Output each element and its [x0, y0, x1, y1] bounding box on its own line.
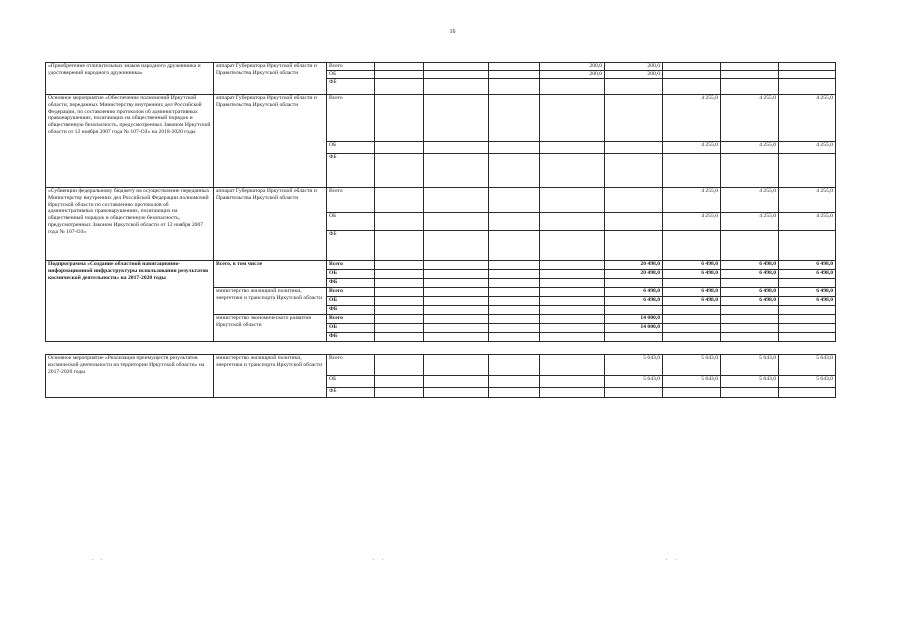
value-cell [540, 376, 605, 388]
empty-cell [489, 279, 540, 288]
funding-source-cell: Всего [327, 355, 375, 376]
value-cell: 20 498,0 [605, 270, 663, 279]
value-cell: 6 498,0 [721, 261, 779, 270]
value-cell [663, 154, 721, 188]
value-cell [663, 63, 721, 71]
spacer-cell [46, 342, 836, 355]
funding-source-cell: ФБ [327, 279, 375, 288]
value-cell: 6 498,0 [663, 297, 721, 306]
value-cell [663, 315, 721, 324]
value-cell [663, 231, 721, 261]
empty-cell [489, 79, 540, 95]
empty-cell [424, 333, 489, 342]
funding-source-cell: Всего [327, 288, 375, 297]
executor-cell: аппарат Губернатора Иркутской области и Правительства Иркутской области [214, 95, 327, 188]
value-cell: 6 498,0 [721, 270, 779, 279]
value-cell [721, 63, 779, 71]
value-cell: 5 643,0 [779, 376, 836, 388]
value-cell [663, 79, 721, 95]
value-cell [779, 306, 836, 315]
value-cell [779, 154, 836, 188]
value-cell: 6 498,0 [605, 288, 663, 297]
value-cell [605, 213, 663, 231]
value-cell [540, 270, 605, 279]
empty-cell [424, 306, 489, 315]
value-cell [540, 188, 605, 213]
value-cell [540, 95, 605, 142]
value-cell: 6 498,0 [721, 297, 779, 306]
empty-cell [375, 355, 424, 376]
table-row [46, 188, 836, 213]
empty-cell [489, 355, 540, 376]
empty-cell [424, 261, 489, 270]
value-cell [540, 261, 605, 270]
empty-cell [489, 95, 540, 142]
funding-source-cell: Всего [327, 95, 375, 142]
table-row [46, 261, 836, 270]
measure-name-cell: «Приобретение отличительных знаков народного дружинника и удостоверений народного дружинника» [46, 63, 214, 95]
empty-cell [489, 63, 540, 71]
value-cell [721, 154, 779, 188]
empty-cell [489, 213, 540, 231]
value-cell [721, 231, 779, 261]
value-cell [605, 306, 663, 315]
value-cell [663, 279, 721, 288]
value-cell: 4 255,0 [721, 142, 779, 154]
value-cell: 6 498,0 [663, 261, 721, 270]
empty-cell [489, 288, 540, 297]
value-cell [540, 315, 605, 324]
value-cell [779, 79, 836, 95]
empty-cell [489, 306, 540, 315]
empty-cell [375, 154, 424, 188]
value-cell [779, 315, 836, 324]
value-cell [779, 388, 836, 398]
value-cell [779, 231, 836, 261]
value-cell: 14 000,0 [605, 324, 663, 333]
scan-marks: . . [373, 556, 387, 562]
value-cell [605, 388, 663, 398]
value-cell [663, 71, 721, 79]
value-cell: 6 498,0 [605, 297, 663, 306]
value-cell [663, 388, 721, 398]
value-cell [540, 231, 605, 261]
empty-cell [375, 261, 424, 270]
measure-name-cell: Основное мероприятие «Обеспечение полномочий Иркутской области, переданных Министерству внутренних дел Российской Федерации, по составлению протоколов об административных правонарушениях, посягающих на общественный порядок и общественную безопасность, предусмотренных Законом Иркутской области от 12 ноября 2007 года № 107-ОЗ» на 2018-2020 годы [46, 95, 214, 188]
empty-cell [489, 231, 540, 261]
funding-source-cell: ОБ [327, 213, 375, 231]
value-cell [721, 333, 779, 342]
value-cell: 20 498,0 [605, 261, 663, 270]
empty-cell [375, 231, 424, 261]
funding-source-cell: ОБ [327, 324, 375, 333]
empty-cell [375, 142, 424, 154]
empty-cell [424, 142, 489, 154]
empty-cell [375, 315, 424, 324]
funding-source-cell: ФБ [327, 306, 375, 315]
value-cell [663, 324, 721, 333]
executor-cell: министерство экономического развития Иркутской области [214, 315, 327, 342]
empty-cell [489, 333, 540, 342]
empty-cell [375, 270, 424, 279]
funding-source-cell: Всего [327, 315, 375, 324]
value-cell [721, 306, 779, 315]
value-cell: 4 255,0 [779, 213, 836, 231]
empty-cell [375, 79, 424, 95]
value-cell [540, 279, 605, 288]
funding-source-cell: ОБ [327, 71, 375, 79]
empty-cell [375, 213, 424, 231]
empty-cell [424, 388, 489, 398]
empty-cell [375, 306, 424, 315]
value-cell: 5 643,0 [721, 355, 779, 376]
value-cell: 4 255,0 [663, 95, 721, 142]
funding-source-cell: ОБ [327, 142, 375, 154]
empty-cell [489, 142, 540, 154]
value-cell [605, 79, 663, 95]
value-cell [540, 79, 605, 95]
empty-cell [489, 388, 540, 398]
value-cell [540, 288, 605, 297]
value-cell [540, 324, 605, 333]
empty-cell [424, 154, 489, 188]
empty-cell [489, 315, 540, 324]
value-cell [605, 188, 663, 213]
empty-cell [375, 388, 424, 398]
value-cell [605, 142, 663, 154]
value-cell [540, 297, 605, 306]
empty-cell [489, 71, 540, 79]
value-cell: 200,0 [540, 63, 605, 71]
value-cell [605, 95, 663, 142]
empty-cell [424, 79, 489, 95]
empty-cell [424, 297, 489, 306]
value-cell: 4 255,0 [721, 188, 779, 213]
executor-cell: министерство жилищной политики, энергетики и транспорта Иркутской области [214, 355, 327, 398]
value-cell [605, 279, 663, 288]
value-cell [721, 324, 779, 333]
funding-source-cell: Всего [327, 63, 375, 71]
value-cell [663, 306, 721, 315]
value-cell [779, 333, 836, 342]
value-cell [721, 71, 779, 79]
value-cell [605, 333, 663, 342]
value-cell [540, 306, 605, 315]
scan-marks: . . [92, 556, 106, 562]
executor-cell: аппарат Губернатора Иркутской области и Правительства Иркутской области [214, 188, 327, 261]
measure-name-cell: «Субвенции федеральному бюджету на осуществление переданных Министерству внутренних дел Российской Федерации полномочий Иркутской области по составлению протоколов об административных правонарушениях, посягающих на общественный порядок и общественную безопасность, предусмотренных Законом Иркутской области от 12 ноября 2007 года № 107-ОЗ» [46, 188, 214, 261]
funding-source-cell: ФБ [327, 154, 375, 188]
empty-cell [489, 376, 540, 388]
value-cell: 200,0 [540, 71, 605, 79]
empty-cell [375, 324, 424, 333]
value-cell: 6 498,0 [779, 261, 836, 270]
value-cell: 5 643,0 [663, 376, 721, 388]
value-cell: 4 255,0 [721, 95, 779, 142]
empty-cell [424, 213, 489, 231]
value-cell [540, 142, 605, 154]
value-cell: 4 255,0 [779, 188, 836, 213]
empty-cell [489, 270, 540, 279]
value-cell [540, 154, 605, 188]
executor-cell: Всего, в том числе [214, 261, 327, 288]
value-cell: 5 643,0 [721, 376, 779, 388]
value-cell: 6 498,0 [779, 270, 836, 279]
value-cell: 4 255,0 [663, 188, 721, 213]
executor-cell: аппарат Губернатора Иркутской области и Правительства Иркутской области [214, 63, 327, 95]
value-cell: 4 255,0 [663, 142, 721, 154]
value-cell: 4 255,0 [779, 142, 836, 154]
page-number: 16 [449, 29, 456, 35]
empty-cell [489, 297, 540, 306]
empty-cell [375, 288, 424, 297]
value-cell [721, 279, 779, 288]
empty-cell [424, 288, 489, 297]
value-cell [721, 315, 779, 324]
value-cell: 6 498,0 [721, 288, 779, 297]
empty-cell [375, 63, 424, 71]
empty-cell [424, 270, 489, 279]
value-cell: 6 498,0 [779, 288, 836, 297]
measure-name-cell: Подпрограмма «Создание областной навигационно-информационной инфраструктуры использования результатов космической деятельности» на 2017-2020 годы [46, 261, 214, 342]
value-cell: 4 255,0 [663, 213, 721, 231]
empty-cell [375, 279, 424, 288]
value-cell [779, 71, 836, 79]
empty-cell [489, 261, 540, 270]
value-cell [540, 213, 605, 231]
empty-cell [424, 63, 489, 71]
funding-source-cell: ОБ [327, 270, 375, 279]
empty-cell [424, 231, 489, 261]
value-cell: 5 643,0 [663, 355, 721, 376]
empty-cell [375, 333, 424, 342]
scan-marks: . . [666, 556, 680, 562]
funding-source-cell: Всего [327, 188, 375, 213]
empty-cell [489, 188, 540, 213]
empty-cell [375, 376, 424, 388]
empty-cell [489, 324, 540, 333]
value-cell [540, 333, 605, 342]
funding-source-cell: Всего [327, 261, 375, 270]
empty-cell [424, 315, 489, 324]
budget-table [45, 62, 836, 398]
table-row [46, 95, 836, 142]
value-cell: 200,0 [605, 63, 663, 71]
value-cell: 4 255,0 [779, 95, 836, 142]
table-row [46, 63, 836, 71]
value-cell: 5 643,0 [605, 376, 663, 388]
funding-source-cell: ФБ [327, 333, 375, 342]
value-cell [605, 154, 663, 188]
executor-cell: министерство жилищной политики, энергетики и транспорта Иркутской области [214, 288, 327, 315]
empty-cell [424, 279, 489, 288]
value-cell [540, 388, 605, 398]
empty-cell [489, 154, 540, 188]
empty-cell [424, 188, 489, 213]
empty-cell [424, 71, 489, 79]
funding-source-cell: ФБ [327, 79, 375, 95]
value-cell: 5 643,0 [779, 355, 836, 376]
value-cell [721, 388, 779, 398]
empty-cell [424, 324, 489, 333]
empty-cell [375, 297, 424, 306]
value-cell: 6 498,0 [779, 297, 836, 306]
value-cell [540, 355, 605, 376]
value-cell [779, 324, 836, 333]
value-cell [779, 63, 836, 71]
empty-cell [375, 95, 424, 142]
funding-source-cell: ОБ [327, 297, 375, 306]
table-spacer-row [46, 342, 836, 355]
value-cell: 6 498,0 [663, 288, 721, 297]
value-cell [779, 279, 836, 288]
empty-cell [375, 188, 424, 213]
value-cell: 4 255,0 [721, 213, 779, 231]
funding-source-cell: ОБ [327, 376, 375, 388]
funding-source-cell: ФБ [327, 388, 375, 398]
table-row [46, 355, 836, 376]
value-cell: 6 498,0 [663, 270, 721, 279]
empty-cell [375, 71, 424, 79]
empty-cell [424, 95, 489, 142]
value-cell [663, 333, 721, 342]
empty-cell [424, 355, 489, 376]
value-cell [721, 79, 779, 95]
empty-cell [424, 376, 489, 388]
funding-source-cell: ФБ [327, 231, 375, 261]
value-cell: 200,0 [605, 71, 663, 79]
value-cell: 5 643,0 [605, 355, 663, 376]
value-cell [605, 231, 663, 261]
measure-name-cell: Основное мероприятие «Реализация преимуществ результатов космической деятельности на территории Иркутской области» на 2017-2020 годы [46, 355, 214, 398]
value-cell: 14 000,0 [605, 315, 663, 324]
